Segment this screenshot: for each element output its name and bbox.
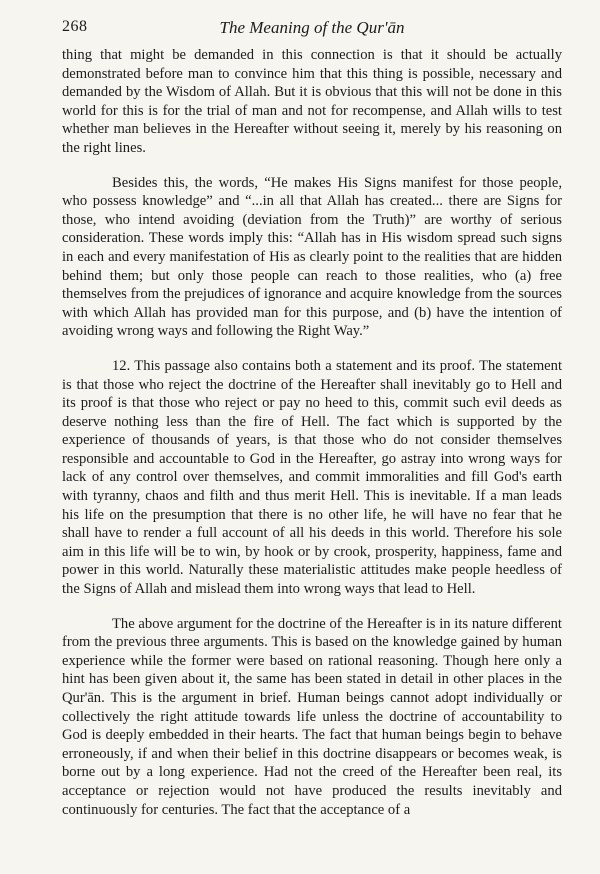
page-body bbox=[62, 46, 562, 835]
paragraph-note-12: 12. This passage also contains both a statement and its proof. The statement is that those who reject the doctrine of the Hereafter shall inevitably go to Hell and its proof is that those who reject or pay no heed to this, commit such evil deeds as deserve nothing less than the fire of Hell. The fact which is supported by the experience of thousands of years, is that those who do not consider themselves responsible and accountable to God in the Hereafter, go astray into wrong ways for lack of any control over themselves, and commit immoralities and fill God's earth with tyranny, chaos and filth and thus merit Hell. This is inevitable. If a man leads his life on the presumption that there is no other life, he will have no fear that he shall have to render a full account of all his deeds in this world. Therefore his sole aim in this life will be to win, by hook or by crook, prosperity, happiness, fame and power in this world. Naturally these materialistic attitudes make people heedless of the Signs of Allah and mislead them into wrong ways that lead to Hell. bbox=[62, 357, 562, 598]
paragraph-continuation: thing that might be demanded in this connection is that it should be actually demonstrated before man to convince him that this thing is possible, necessary and demanded by the Wisdom of Allah. But it is obvious that this will not be done in this world for this is for the trial of man and not for recompense, and Allah wills to test whether man believes in the Hereafter without seeing it, merely by his reasoning on the right lines. bbox=[62, 47, 562, 156]
paragraph-signs-manifest: Besides this, the words, “He makes His Signs manifest for those people, who possess knowledge” and “...in all that Allah has created... there are Signs for those, who intend avoiding (deviation from the Truth)” are worthy of serious consideration. These words imply this: “Allah has in His wisdom spread such signs in each and every manifestation of His as clearly point to the realities that are hidden behind them; but only those people can reach to those realities, who (a) free themselves from the prejudices of ignorance and acquire knowledge from the sources with which Allah has provided man for this purpose, and (b) have the intention of avoiding wrong ways and following the Right Way.” bbox=[62, 174, 562, 340]
page-header bbox=[62, 18, 562, 40]
paragraph-argument-hereafter: The above argument for the doctrine of the Hereafter is in its nature different from the previous three arguments. This is based on the knowledge gained by human experience while the former were based on rational reasoning. Though here only a hint has been given about it, the same has been stated in detail in other places in the Qur'ān. This is the argument in brief. Human beings cannot adopt individually or collectively the right attitude towards life unless the doctrine of accountability to God is deeply embedded in their hearts. The fact that human beings begin to behave erroneously, if and when their belief in this doctrine disappears or becomes weak, is borne out by a long experience. Had not the creed of the Hereafter been real, its acceptance or rejection would not have produced the results inevitably and continuously for centuries. The fact that the acceptance of a bbox=[62, 615, 562, 818]
running-title: The Meaning of the Qur'ān bbox=[219, 18, 405, 37]
page-number: 268 bbox=[62, 18, 88, 35]
